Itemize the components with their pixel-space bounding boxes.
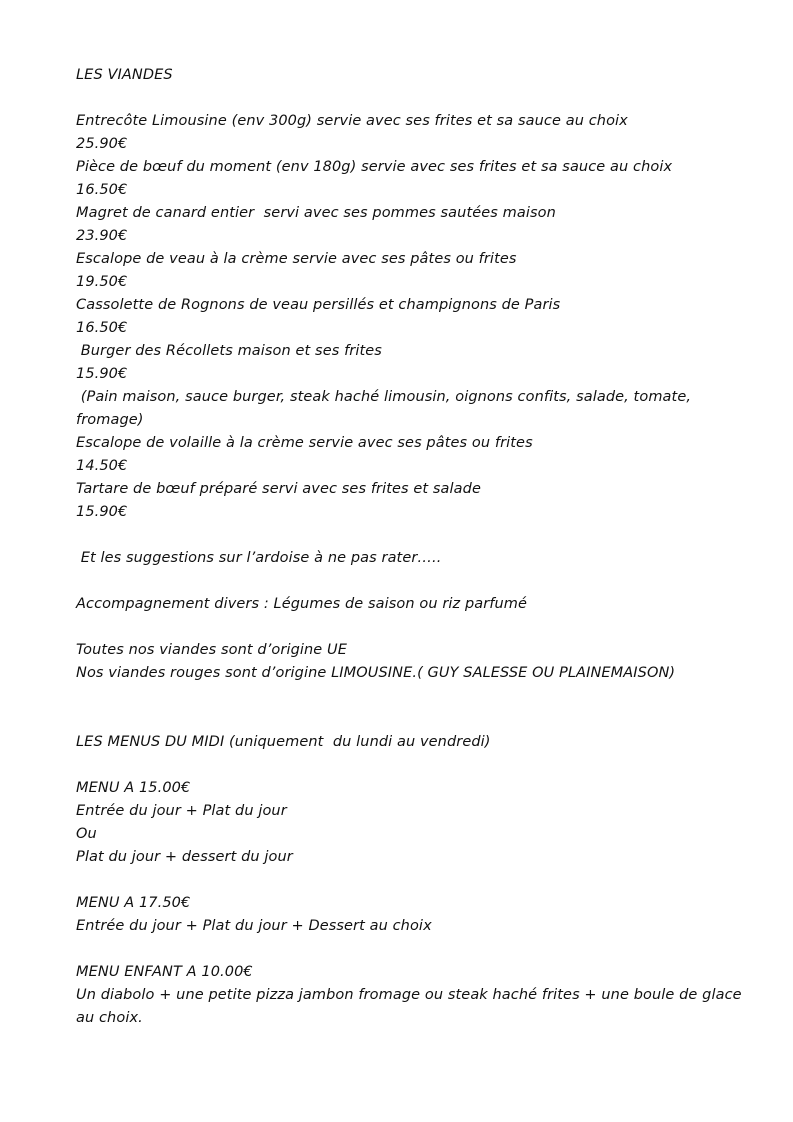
price-entrecote: 25.90€ <box>76 136 128 152</box>
menu-17-title: MENU A 17.50€ <box>76 895 191 911</box>
price-rognons: 16.50€ <box>76 320 128 336</box>
dish-tartare: Tartare de bœuf préparé servi avec ses frites et salade <box>76 481 481 497</box>
menus-title: LES MENUS DU MIDI (uniquement du lundi au vendredi) <box>76 734 491 750</box>
menu-document <box>76 64 756 1030</box>
burger-detail: (Pain maison, sauce burger, steak haché limousin, oignons confits, salade, tomate, fromage) <box>76 389 696 428</box>
origine-ue-note: Toutes nos viandes sont d’origine UE <box>76 642 348 658</box>
dish-burger: Burger des Récollets maison et ses frites <box>76 343 382 359</box>
dish-entrecote: Entrecôte Limousine (env 300g) servie avec ses frites et sa sauce au choix <box>76 113 628 129</box>
dish-piece-de-boeuf: Pièce de bœuf du moment (env 180g) servie avec ses frites et sa sauce au choix <box>76 159 673 175</box>
menu-15-line2: Plat du jour + dessert du jour <box>76 849 293 865</box>
menu-15-or: Ou <box>76 826 97 842</box>
menu-15-line1: Entrée du jour + Plat du jour <box>76 803 287 819</box>
price-burger: 15.90€ <box>76 366 128 382</box>
menu-17-line1: Entrée du jour + Plat du jour + Dessert au choix <box>76 918 432 934</box>
menu-enfant-line1: Un diabolo + une petite pizza jambon fromage ou steak haché frites + une boule de glace au choix. <box>76 987 747 1026</box>
dish-escalope-veau: Escalope de veau à la crème servie avec ses pâtes ou frites <box>76 251 517 267</box>
origine-limousine-note: Nos viandes rouges sont d’origine LIMOUSINE.( GUY SALESSE OU PLAINEMAISON) <box>76 665 676 681</box>
price-magret: 23.90€ <box>76 228 128 244</box>
accompagnement-note: Accompagnement divers : Légumes de saison ou riz parfumé <box>76 596 528 612</box>
viandes-title: LES VIANDES <box>76 67 173 83</box>
dish-rognons: Cassolette de Rognons de veau persillés et champignons de Paris <box>76 297 561 313</box>
price-piece-de-boeuf: 16.50€ <box>76 182 128 198</box>
price-escalope-volaille: 14.50€ <box>76 458 128 474</box>
price-tartare: 15.90€ <box>76 504 128 520</box>
dish-magret: Magret de canard entier servi avec ses pommes sautées maison <box>76 205 556 221</box>
suggestions-note: Et les suggestions sur l’ardoise à ne pas rater….. <box>76 550 442 566</box>
menu-enfant-title: MENU ENFANT A 10.00€ <box>76 964 253 980</box>
menu-15-title: MENU A 15.00€ <box>76 780 191 796</box>
dish-escalope-volaille: Escalope de volaille à la crème servie avec ses pâtes ou frites <box>76 435 533 451</box>
price-escalope-veau: 19.50€ <box>76 274 128 290</box>
